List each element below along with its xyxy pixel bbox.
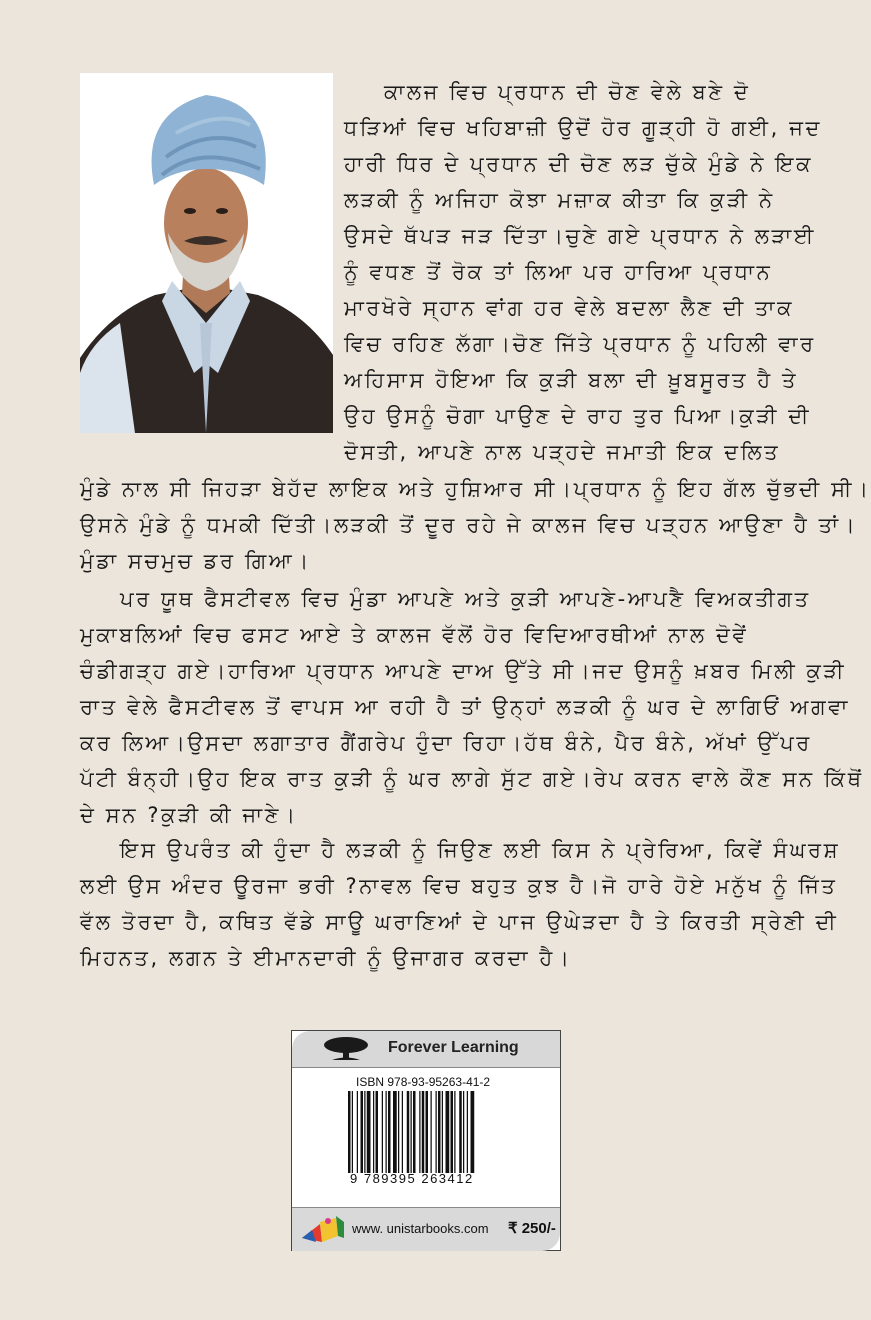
- barcode-bar: [463, 1091, 464, 1173]
- website-text: www. unistarbooks.com: [352, 1221, 489, 1236]
- text-line: ਲਈ ਉਸ ਅੰਦਰ ਊਰਜਾ ਭਰੀ ?ਨਾਵਲ ਵਿਚ ਬਹੁਤ ਕੁਝ ਹੈ।ਜੋ ਹਾਰੇ ਹੋਏ ਮਨੁੱਖ ਨੂੰ ਜਿੱਤ: [80, 874, 838, 898]
- barcode-bars: [348, 1091, 502, 1173]
- text-line: ਇਸ ਉਪਰੰਤ ਕੀ ਹੁੰਦਾ ਹੈ ਲੜਕੀ ਨੂੰ ਜਿਉਣ ਲਈ ਕਿਸ ਨੇ ਪ੍ਰੇਰਿਆ, ਕਿਵੇਂ ਸੰਘਰਸ਼: [120, 838, 841, 862]
- barcode-bar: [348, 1091, 351, 1173]
- barcode-bar: [388, 1091, 391, 1173]
- text-line: ਪੱਟੀ ਬੰਨ੍ਹੀ।ਉਹ ਇਕ ਰਾਤ ਕੁੜੀ ਨੂੰ ਘਰ ਲਾਗੇ ਸੁੱਟ ਗਏ।ਰੇਪ ਕਰਨ ਵਾਲੇ ਕੌਣ ਸਨ ਕਿੱਥੋਂ: [80, 767, 864, 791]
- blurb-paragraph-2: [80, 581, 864, 833]
- blurb-paragraph-1-cont: [80, 471, 871, 579]
- text-line: ਅਹਿਸਾਸ ਹੋਇਆ ਕਿ ਕੁੜੀ ਬਲਾ ਦੀ ਖ਼ੂਬਸੂਰਤ ਹੈ ਤੇ: [344, 368, 799, 392]
- barcode-bar: [361, 1091, 364, 1173]
- barcode-bar: [471, 1091, 475, 1173]
- blurb-paragraph-1: [344, 74, 823, 470]
- barcode-bar: [436, 1091, 437, 1173]
- barcode-bar: [419, 1091, 420, 1173]
- publisher-brand: Forever Learning: [388, 1039, 519, 1056]
- barcode-bar: [467, 1091, 468, 1173]
- price-text: ₹ 250/-: [508, 1220, 556, 1237]
- barcode-bar: [442, 1091, 443, 1173]
- publisher-header: [292, 1031, 560, 1068]
- barcode-bar: [364, 1091, 365, 1173]
- barcode-bar: [357, 1091, 358, 1173]
- barcode-bar: [393, 1091, 397, 1173]
- text-line: ਪਰ ਯੂਥ ਫੈਸਟੀਵਲ ਵਿਚ ਮੁੰਡਾ ਆਪਣੇ ਅਤੇ ਕੁੜੀ ਆਪਣੇ-ਆਪਣੈ ਵਿਅਕਤੀਗਤ: [120, 587, 811, 611]
- barcode-bar: [446, 1091, 450, 1173]
- tree-logo-icon: [322, 1036, 370, 1066]
- barcode-bar: [367, 1091, 371, 1173]
- barcode-bar: [352, 1091, 353, 1173]
- barcode-bar: [438, 1091, 441, 1173]
- text-line: ਨੂੰ ਵਧਣ ਤੋਂ ਰੋਕ ਤਾਂ ਲਿਆ ਪਰ ਹਾਰਿਆ ਪ੍ਰਧਾਨ: [344, 260, 773, 284]
- text-line: ਦੇ ਸਨ ?ਕੁੜੀ ਕੀ ਜਾਣੇ।: [80, 803, 298, 827]
- barcode-bar: [431, 1091, 432, 1173]
- text-line: ਉਹ ਉਸਨੂੰ ਚੋਗਾ ਪਾਉਣ ਦੇ ਰਾਹ ਤੁਰ ਪਿਆ।ਕੁੜੀ ਦੀ: [344, 404, 812, 428]
- isbn-text: ISBN 978-93-95263-41-2: [356, 1075, 491, 1089]
- barcode-bar: [386, 1091, 387, 1173]
- barcode-digits: 9 789395 263412: [350, 1171, 474, 1186]
- barcode-bar: [422, 1091, 425, 1173]
- barcode-bar: [402, 1091, 403, 1173]
- text-line: ਉਸਨੇ ਮੁੰਡੇ ਨੂੰ ਧਮਕੀ ਦਿੱਤੀ।ਲੜਕੀ ਤੋਂ ਦੂਰ ਰਹੇ ਜੇ ਕਾਲਜ ਵਿਚ ਪੜ੍ਹਨ ਆਉਣਾ ਹੈ ਤਾਂ।: [80, 513, 858, 537]
- text-line: ਧੜਿਆਂ ਵਿਚ ਖਹਿਬਾਜ਼ੀ ਉਦੋਂ ਹੋਰ ਗੂੜ੍ਹੀ ਹੋ ਗਈ, ਜਦ: [344, 116, 823, 140]
- text-line: ਮੁਕਾਬਲਿਆਂ ਵਿਚ ਫਸਟ ਆਏ ਤੇ ਕਾਲਜ ਵੱਲੋਂ ਹੋਰ ਵਿਦਿਆਰਥੀਆਂ ਨਾਲ ਦੋਵੇਂ: [80, 623, 749, 647]
- barcode-bar: [382, 1091, 383, 1173]
- barcode-bar: [459, 1091, 462, 1173]
- text-line: ਵਿਚ ਰਹਿਣ ਲੱਗਾ।ਚੋਣ ਜਿੱਤੇ ਪ੍ਰਧਾਨ ਨੂੰ ਪਹਿਲੀ ਵਾਰ: [344, 332, 816, 356]
- barcode-panel: [291, 1030, 561, 1251]
- barcode-bar: [426, 1091, 429, 1173]
- barcode-bar: [376, 1091, 379, 1173]
- text-line: ਮਾਰਖੋਰੇ ਸ੍ਹਾਨ ਵਾਂਗ ਹਰ ਵੇਲੇ ਬਦਲਾ ਲੈਣ ਦੀ ਤਾਕ: [344, 296, 795, 320]
- barcode-bar: [373, 1091, 374, 1173]
- text-line: ਉਸਦੇ ਥੱਪੜ ਜੜ ਦਿੱਤਾ।ਚੁਣੇ ਗਏ ਪ੍ਰਧਾਨ ਨੇ ਲੜਾਈ: [344, 224, 816, 248]
- text-line: ਕਰ ਲਿਆ।ਉਸਦਾ ਲਗਾਤਾਰ ਗੈਂਗਰੇਪ ਹੁੰਦਾ ਰਿਹਾ।ਹੱਥ ਬੰਨੇ, ਪੈਰ ਬੰਨੇ, ਅੱਖਾਂ ਉੱਪਰ: [80, 731, 812, 755]
- barcode-bar: [413, 1091, 416, 1173]
- text-line: ਮਿਹਨਤ, ਲਗਨ ਤੇ ਈਮਾਨਦਾਰੀ ਨੂੰ ਉਜਾਗਰ ਕਰਦਾ ਹੈ।: [80, 946, 572, 970]
- books-logo-icon: [298, 1212, 346, 1250]
- barcode-bar: [407, 1091, 410, 1173]
- text-line: ਹਾਰੀ ਧਿਰ ਦੇ ਪ੍ਰਧਾਨ ਦੀ ਚੋਣ ਲੜ ਚੁੱਕੇ ਮੁੰਡੇ ਨੇ ਇਕ: [344, 152, 814, 176]
- barcode-bar: [451, 1091, 454, 1173]
- text-line: ਦੋਸਤੀ, ਆਪਣੇ ਨਾਲ ਪੜ੍ਹਦੇ ਜਮਾਤੀ ਇਕ ਦਲਿਤ: [344, 440, 781, 464]
- barcode-bar: [398, 1091, 399, 1173]
- barcode-bar: [454, 1091, 455, 1173]
- text-line: ਮੁੰਡਾ ਸਚਮੁਚ ਡਰ ਗਿਆ।: [80, 549, 312, 573]
- text-line: ਕਾਲਜ ਵਿਚ ਪ੍ਰਧਾਨ ਦੀ ਚੋਣ ਵੇਲੇ ਬਣੇ ਦੋ: [384, 80, 751, 104]
- text-line: ਲੜਕੀ ਨੂੰ ਅਜਿਹਾ ਕੋਝਾ ਮਜ਼ਾਕ ਕੀਤਾ ਕਿ ਕੁੜੀ ਨੇ: [344, 188, 775, 212]
- text-line: ਰਾਤ ਵੇਲੇ ਫੈਸਟੀਵਲ ਤੋਂ ਵਾਪਸ ਆ ਰਹੀ ਹੈ ਤਾਂ ਉਨ੍ਹਾਂ ਲੜਕੀ ਨੂੰ ਘਰ ਦੇ ਲਾਗਿਓਂ ਅਗਵਾ: [80, 695, 850, 719]
- blurb-paragraph-3: [80, 832, 841, 976]
- author-photo: [80, 73, 333, 433]
- text-line: ਮੁੰਡੇ ਨਾਲ ਸੀ ਜਿਹੜਾ ਬੇਹੱਦ ਲਾਇਕ ਅਤੇ ਹੁਸ਼ਿਆਰ ਸੀ।ਪ੍ਰਧਾਨ ਨੂੰ ਇਹ ਗੱਲ ਚੁੱਭਦੀ ਸੀ।: [80, 477, 871, 501]
- publisher-footer: [292, 1207, 560, 1251]
- text-line: ਵੱਲ ਤੋਰਦਾ ਹੈ, ਕਥਿਤ ਵੱਡੇ ਸਾਊ ਘਰਾਣਿਆਂ ਦੇ ਪਾਜ ਉਘੇੜਦਾ ਹੈ ਤੇ ਕਿਰਤੀ ਸ੍ਰੇਣੀ ਦੀ: [80, 910, 839, 934]
- text-line: ਚੰਡੀਗੜ੍ਹ ਗਏ।ਹਾਰਿਆ ਪ੍ਰਧਾਨ ਆਪਣੇ ਦਾਅ ਉੱਤੇ ਸੀ।ਜਦ ਉਸਨੂੰ ਖ਼ਬਰ ਮਿਲੀ ਕੁੜੀ: [80, 659, 847, 683]
- barcode-bar: [411, 1091, 412, 1173]
